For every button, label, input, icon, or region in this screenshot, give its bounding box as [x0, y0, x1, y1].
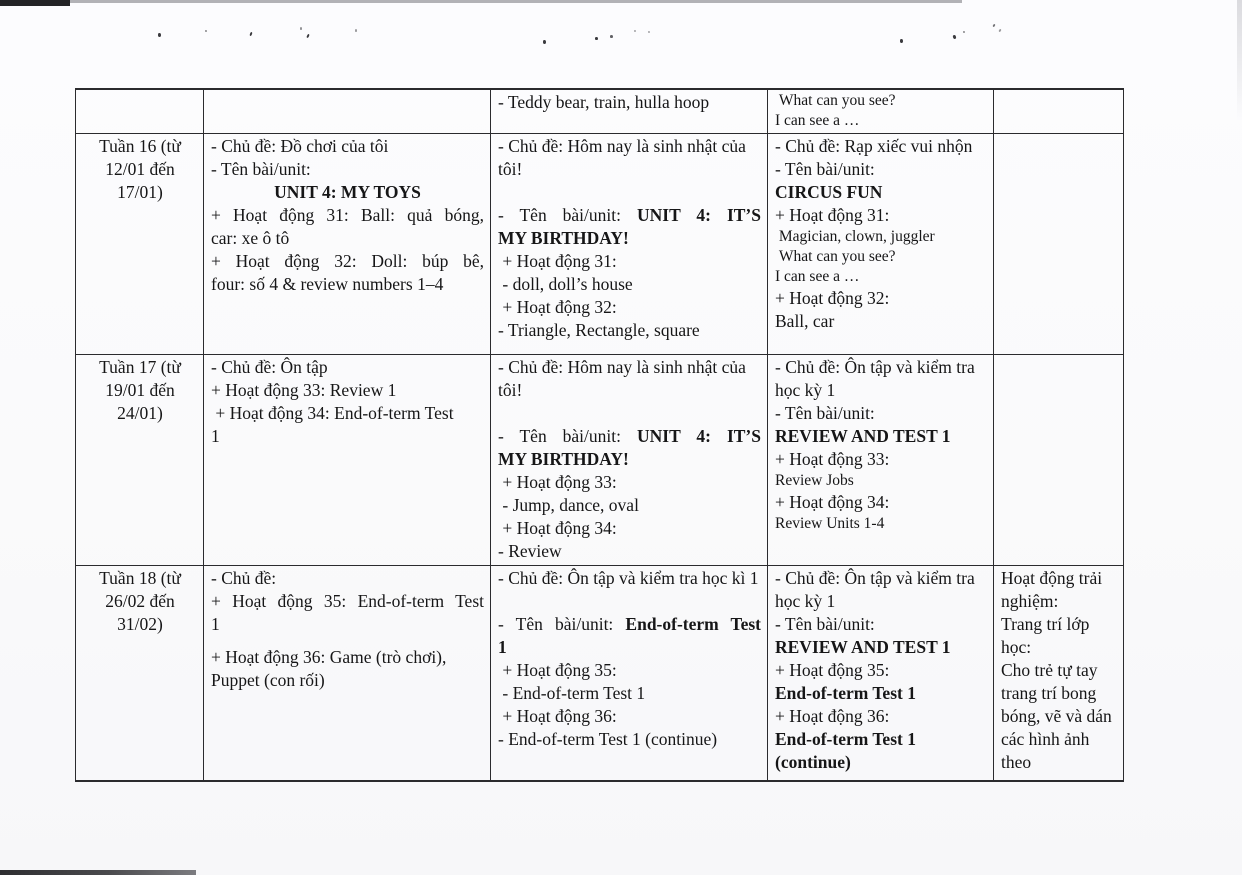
text-run: - Chủ đề: Rạp xiếc vui nhộn: [775, 136, 973, 156]
text-run: 24/01): [117, 403, 163, 423]
scan-speck: [205, 30, 207, 32]
bold-text-run: REVIEW AND TEST 1: [775, 637, 951, 657]
cell-line: [498, 636, 761, 659]
cell-line: [211, 273, 484, 296]
bold-text-run: CIRCUS FUN: [775, 182, 883, 202]
text-run: - Review: [498, 541, 562, 561]
cell-line: [498, 319, 761, 342]
text-run: - Teddy bear, train, hulla hoop: [498, 92, 710, 112]
cell-line: [498, 471, 761, 494]
cell-line: [83, 402, 197, 425]
text-run: + Hoạt động 36: Game (trò chơi), Puppet (con rối): [211, 647, 451, 690]
cell-line: [211, 646, 484, 692]
text-run: Review Units 1-4: [775, 515, 885, 532]
cell-line: [498, 425, 761, 448]
text-run: - Chủ đề:: [211, 568, 277, 588]
cell-line: [775, 728, 987, 774]
cell-row-week-16-program-2: [491, 134, 768, 355]
bold-text-run: MY BIRTHDAY!: [498, 228, 629, 248]
scan-speck: [963, 31, 965, 33]
text-run: + Hoạt động 34:: [775, 492, 890, 512]
cell-row-week-18-program-1: [204, 566, 491, 781]
cell-line: [211, 135, 484, 158]
text-run: + Hoạt động 36:: [498, 706, 617, 726]
cell-line: [775, 227, 987, 247]
text-run: + Hoạt động 33: Review 1: [211, 380, 397, 400]
cell-line: [83, 356, 197, 379]
text-run: + Hoạt động 32: Doll: búp bê,: [211, 251, 484, 271]
row-week-16: [76, 134, 1124, 355]
bold-text-run: UNIT 4: IT’S: [636, 205, 761, 225]
cell-line: [498, 227, 761, 250]
cell-row-continuation-program-1: [204, 89, 491, 134]
text-run: Tuần 16 (từ: [99, 136, 181, 156]
bold-text-run: REVIEW AND TEST 1: [775, 426, 951, 446]
bold-text-run: End-of-term Test 1: [775, 683, 916, 703]
scan-speck: [953, 35, 957, 40]
text-run: car: xe ô tô: [211, 228, 290, 248]
scan-speck: [543, 40, 546, 44]
cell-line: [83, 135, 197, 158]
cell-row-week-18-week: [76, 566, 204, 781]
bold-text-run: 1: [498, 637, 507, 657]
cell-line: [1001, 567, 1117, 613]
text-run: + Hoạt động 35:: [498, 660, 617, 680]
cell-line: [775, 91, 987, 111]
row-continuation: [76, 89, 1124, 134]
cell-line: [211, 567, 484, 590]
cell-line: [211, 379, 484, 402]
bold-text-run: UNIT 4: IT’S: [636, 426, 761, 446]
cell-line: [775, 471, 987, 491]
cell-line: [775, 425, 987, 448]
scan-speck: [610, 35, 613, 38]
text-run: - doll, doll’s house: [498, 274, 633, 294]
cell-line: [775, 402, 987, 425]
cell-line: [83, 613, 197, 636]
text-run: + Hoạt động 33:: [498, 472, 617, 492]
scan-speck: [249, 32, 252, 36]
text-run: + Hoạt động 35: End-of-term Test: [211, 591, 484, 611]
scan-speck: [992, 24, 995, 28]
cell-row-week-18-program-2: [491, 566, 768, 781]
text-run: 17/01): [117, 182, 163, 202]
text-run: + Hoạt động 31:: [498, 251, 617, 271]
cell-line: [775, 659, 987, 682]
cell-line: [775, 448, 987, 471]
text-run: - Tên bài/unit:: [498, 205, 637, 225]
scan-edge-bar-bottom-left: [0, 870, 196, 875]
cell-line: [83, 590, 197, 613]
cell-line: [498, 250, 761, 273]
text-run: - Chủ đề: Đồ chơi của tôi: [211, 136, 389, 156]
text-run: Ball, car: [775, 311, 835, 331]
cell-line: [498, 728, 761, 751]
text-run: 1: [211, 614, 220, 634]
cell-line: [775, 682, 987, 705]
text-run: Tuần 17 (từ: [99, 357, 181, 377]
cell-line: [498, 613, 761, 636]
cell-row-week-17-week: [76, 355, 204, 566]
cell-line: [498, 204, 761, 227]
cell-line: [775, 111, 987, 131]
scan-edge-shade-right: [1237, 0, 1242, 120]
scan-speck: [900, 39, 903, 43]
text-run: Cho trẻ tự tay trang trí bong bóng, vẽ và dán các hình ảnh theo: [1001, 660, 1117, 772]
cell-line: [498, 494, 761, 517]
cell-line: [498, 682, 761, 705]
text-run: Magician, clown, juggler: [775, 228, 935, 245]
scan-edge-line-top: [0, 0, 962, 3]
text-run: - Chủ đề: Ôn tập và kiểm tra học kì 1: [498, 568, 759, 588]
cell-line: [498, 540, 761, 563]
blank-line: [498, 402, 761, 425]
text-run: - Chủ đề: Hôm nay là sinh nhật của tôi!: [498, 136, 751, 179]
cell-line: [211, 425, 484, 448]
cell-line: [211, 158, 484, 181]
cell-line: [211, 227, 484, 250]
bold-text-run: MY BIRTHDAY!: [498, 449, 629, 469]
text-run: - Chủ đề: Ôn tập và kiểm tra học kỳ 1: [775, 568, 980, 611]
text-run: - Chủ đề: Hôm nay là sinh nhật của tôi!: [498, 357, 751, 400]
cell-row-continuation-experience-activity: [994, 89, 1124, 134]
cell-line: [83, 158, 197, 181]
text-run: Hoạt động trải nghiệm:: [1001, 568, 1107, 611]
text-run: 31/02): [117, 614, 163, 634]
scan-speck: [300, 27, 302, 30]
cell-line: [775, 356, 987, 402]
cell-line: [498, 273, 761, 296]
cell-line: [83, 379, 197, 402]
cell-row-week-16-program-3: [768, 134, 994, 355]
text-run: I can see a …: [775, 268, 860, 285]
text-run: - Tên bài/unit:: [498, 426, 637, 446]
cell-line: [498, 448, 761, 471]
cell-line: [775, 567, 987, 613]
cell-row-continuation-week: [76, 89, 204, 134]
cell-line: [775, 310, 987, 333]
text-run: + Hoạt động 34: End-of-term Test: [211, 403, 454, 423]
cell-line: [211, 402, 484, 425]
text-run: - Tên bài/unit:: [775, 614, 875, 634]
cell-line: [498, 517, 761, 540]
table-body: [76, 89, 1124, 781]
text-run: I can see a …: [775, 112, 860, 129]
text-run: + Hoạt động 36:: [775, 706, 890, 726]
cell-line: [498, 91, 761, 114]
cell-line: [1001, 659, 1117, 774]
scan-speck: [158, 33, 161, 37]
cell-row-week-17-program-3: [768, 355, 994, 566]
blank-line: [498, 590, 761, 613]
text-run: Review Jobs: [775, 472, 854, 489]
cell-line: [211, 590, 484, 613]
text-run: - Triangle, Rectangle, square: [498, 320, 700, 340]
cell-row-week-18-experience-activity: [994, 566, 1124, 781]
text-run: - End-of-term Test 1 (continue): [498, 729, 718, 749]
scan-speck: [998, 29, 1001, 33]
text-run: - Tên bài/unit:: [775, 159, 875, 179]
text-run: + Hoạt động 31: Ball: quả bóng,: [211, 205, 484, 225]
cell-row-week-17-experience-activity: [994, 355, 1124, 566]
cell-line: [775, 267, 987, 287]
text-run: 26/02 đến: [105, 591, 175, 611]
scan-speck: [634, 30, 636, 32]
bold-text-run: End-of-term Test 1 (continue): [775, 729, 921, 772]
schedule-table: [75, 88, 1124, 782]
cell-line: [1001, 613, 1117, 659]
cell-line: [775, 204, 987, 227]
text-run: + Hoạt động 33:: [775, 449, 890, 469]
cell-line: [775, 636, 987, 659]
cell-line: [498, 356, 761, 402]
text-run: - Tên bài/unit:: [775, 403, 875, 423]
cell-line: [498, 705, 761, 728]
cell-line: [498, 659, 761, 682]
scan-speck: [306, 34, 310, 38]
text-run: + Hoạt động 34:: [498, 518, 617, 538]
text-run: - Jump, dance, oval: [498, 495, 639, 515]
scan-speck: [355, 29, 357, 32]
cell-row-continuation-program-3: [768, 89, 994, 134]
cell-row-week-17-program-2: [491, 355, 768, 566]
cell-line: [775, 491, 987, 514]
text-run: What can you see?: [775, 248, 896, 265]
cell-line: [775, 158, 987, 181]
row-week-17: [76, 355, 1124, 566]
bold-text-run: End-of-term Test: [625, 614, 762, 634]
row-week-18: [76, 566, 1124, 781]
cell-line: [775, 514, 987, 534]
cell-row-continuation-program-2: [491, 89, 768, 134]
text-run: - Chủ đề: Ôn tập và kiểm tra học kỳ 1: [775, 357, 980, 400]
text-run: + Hoạt động 31:: [775, 205, 890, 225]
cell-line: [83, 181, 197, 204]
cell-line: [83, 567, 197, 590]
cell-row-week-16-program-1: [204, 134, 491, 355]
text-run: - Chủ đề: Ôn tập: [211, 357, 328, 377]
cell-line: [498, 567, 761, 590]
scan-speck: [595, 37, 598, 40]
cell-row-week-16-experience-activity: [994, 134, 1124, 355]
bold-text-run: UNIT 4: MY TOYS: [274, 182, 421, 202]
text-run: + Hoạt động 35:: [775, 660, 890, 680]
cell-line: [775, 287, 987, 310]
text-run: Tuần 18 (từ: [99, 568, 181, 588]
text-run: What can you see?: [775, 92, 896, 109]
cell-row-week-16-week: [76, 134, 204, 355]
cell-line: [775, 247, 987, 267]
text-run: + Hoạt động 32:: [775, 288, 890, 308]
cell-row-week-17-program-1: [204, 355, 491, 566]
cell-line: [211, 613, 484, 636]
text-run: 19/01 đến: [105, 380, 175, 400]
text-run: Trang trí lớp học:: [1001, 614, 1094, 657]
scan-speck: [648, 31, 650, 33]
text-run: 1: [211, 426, 220, 446]
cell-line: [211, 356, 484, 379]
cell-line: [775, 705, 987, 728]
cell-line: [775, 613, 987, 636]
text-run: - Tên bài/unit:: [498, 614, 626, 634]
cell-line: [211, 250, 484, 273]
blank-line: [498, 181, 761, 204]
text-run: four: số 4 & review numbers 1–4: [211, 274, 444, 294]
cell-line: [211, 204, 484, 227]
scan-edge-bar-top-left: [0, 0, 70, 6]
text-run: - End-of-term Test 1: [498, 683, 646, 703]
text-run: - Tên bài/unit:: [211, 159, 311, 179]
text-run: 12/01 đến: [105, 159, 175, 179]
cell-line: [775, 135, 987, 158]
cell-line: [775, 181, 987, 204]
text-run: + Hoạt động 32:: [498, 297, 617, 317]
cell-line: [498, 135, 761, 181]
cell-line: [498, 296, 761, 319]
cell-line: [211, 181, 484, 204]
cell-row-week-18-program-3: [768, 566, 994, 781]
